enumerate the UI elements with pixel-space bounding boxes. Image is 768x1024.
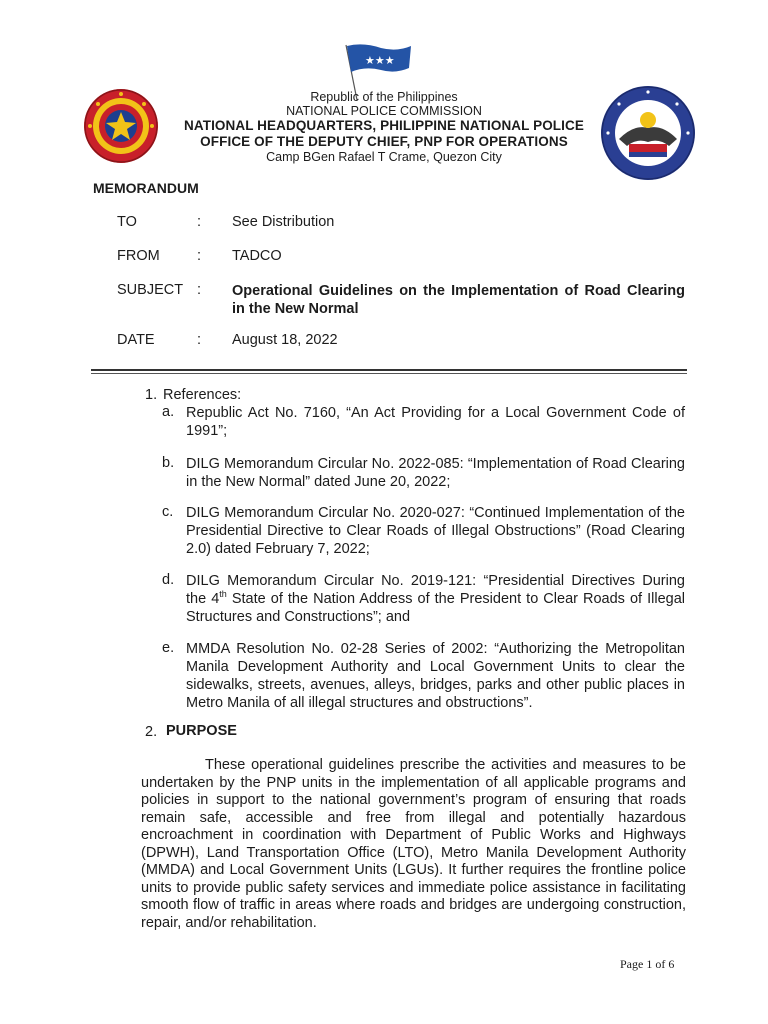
hq-line: NATIONAL HEADQUARTERS, PHILIPPINE NATIONAL POLICE [184,118,584,133]
field-value-from: TADCO [232,248,282,264]
ref-item-superscript: th [219,589,227,600]
field-value-date: August 18, 2022 [232,332,338,348]
commission-line: NATIONAL POLICE COMMISSION [286,104,482,118]
memo-title: MEMORANDUM [93,180,199,196]
ref-letter: a. [162,404,175,420]
section-number: 1. [145,387,158,403]
field-label-date: DATE [117,332,155,348]
ref-letter: c. [162,504,174,520]
ref-item [186,572,685,626]
ref-item: DILG Memorandum Circular No. 2022-085: “Implementation of Road Clearing in the New Normal” dated June 20, 2022; [186,456,685,490]
section-number: 2. [145,724,158,740]
field-colon: : [197,332,202,348]
svg-text:★★★: ★★★ [365,54,395,67]
references-heading: References: [163,387,242,403]
purpose-paragraph: These operational guidelines prescribe the activities and measures to be undertaken by the PNP units in the implementation of all applicable programs and policies in support to the national government’s program of ensuring that roads remain safe, accessible and free from illegal and potentially hazardous encroachment in coordination with Department of Public Works and Highways (DPWH), Land Transportation Office (LTO), Metro Manila Development Authority (MMDA) and Local Government Units (LGUs). It further requires the frontline police units to provide public safety services and immediate police assistance in facilitating smooth flow of traffic in areas where roads and bridges are undergoing construction, repair, and/or rehabilitation. [141,757,686,931]
field-label-to: TO [117,214,137,230]
republic-line: Republic of the Philippines [310,90,458,104]
field-colon: : [197,248,202,264]
field-colon: : [197,214,202,230]
purpose-heading: PURPOSE [166,723,237,739]
ref-letter: d. [162,572,175,588]
ref-letter: b. [162,455,175,471]
office-line: OFFICE OF THE DEPUTY CHIEF, PNP FOR OPERATIONS [200,134,568,149]
header-divider [91,369,687,371]
ref-item: Republic Act No. 7160, “An Act Providing for a Local Government Code of 1991”; [186,405,685,439]
page-number: Page 1 of 6 [620,957,675,971]
ref-item-text-part: DILG Memorandum Circular No. 2019-121: “Presidential Directives During the 4 [186,573,685,607]
field-label-subject: SUBJECT [117,282,184,298]
address-line: Camp BGen Rafael T Crame, Quezon City [266,150,502,164]
ref-letter: e. [162,640,175,656]
ref-item: MMDA Resolution No. 02-28 Series of 2002: “Authorizing the Metropolitan Manila Development Authority and Local Government Units to clear the sidewalks, streets, avenues, alleys, bridges, parks and other public places in Metro Manila of all illegal structures and obstructions”. [186,641,685,711]
ref-item: DILG Memorandum Circular No. 2020-027: “Continued Implementation of the Presidential Directive to Clear Roads of Illegal Obstructions” (Road Clearing 2.0) dated February 7, 2022; [186,505,685,557]
header-divider-thin [91,373,687,374]
field-colon: : [197,282,202,298]
ref-item-text-part: State of the Nation Address of the President to Clear Roads of Illegal Structures and Constructions”; and [186,591,685,625]
field-label-from: FROM [117,248,160,264]
field-value-subject: Operational Guidelines on the Implementation of Road Clearing in the New Normal [232,283,685,317]
field-value-to: See Distribution [232,214,335,230]
